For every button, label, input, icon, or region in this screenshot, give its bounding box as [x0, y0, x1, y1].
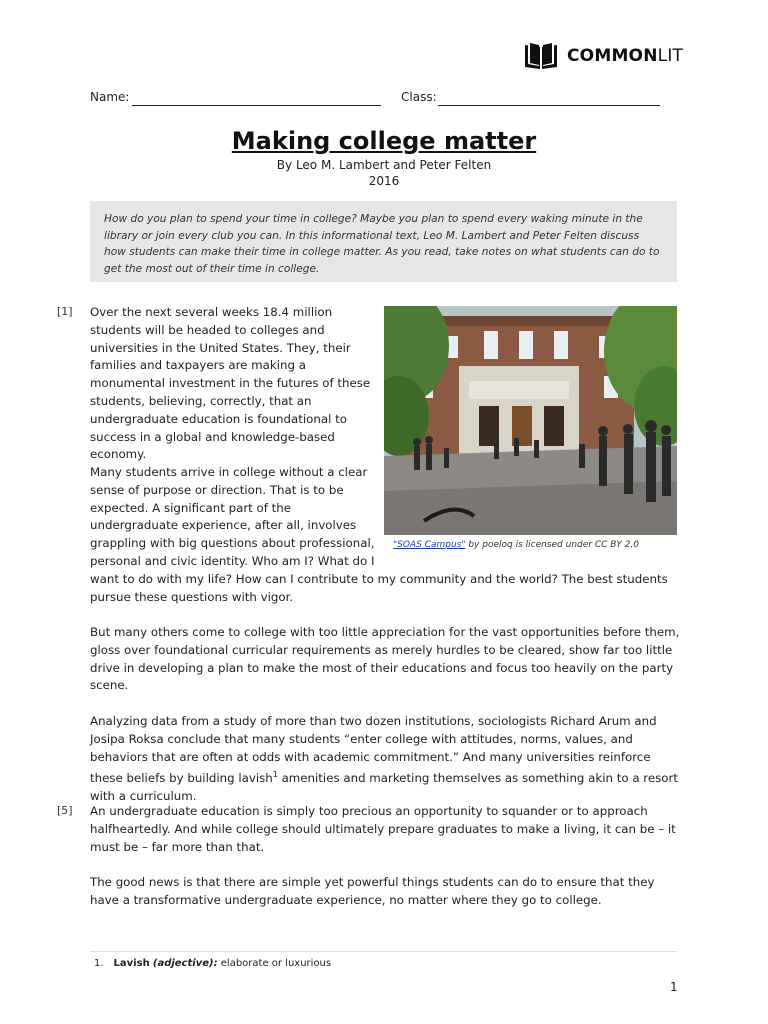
name-class-row — [90, 90, 670, 108]
footnote-definition: elaborate or luxurious — [217, 958, 332, 969]
paragraph-1: Over the next several weeks 18.4 million students will be headed to colleges and universities in the United States. They, their families and taxpayers are making a monumental investment in the futures of these students, believing, correctly, that an undergraduate education is foundational to success in a global and knowledge-based economy. — [90, 305, 371, 462]
paragraph-marker-5: [5] — [57, 804, 73, 817]
footnote-1 — [94, 958, 331, 969]
publication-year: 2016 — [368, 174, 400, 188]
document-title: Making college matter — [231, 127, 537, 155]
paragraph-2-text: Many students arrive in college without a clear sense of purpose or direction. That is to be expected. A significant part of the undergraduate experience, after all, involves grappling with big questions about professional, personal and civic identity. Who am I? What do I want to do with my life? How can I contribute to my community and the world? The best students pursue these questions with vigor. — [90, 465, 668, 604]
paragraph-marker-1: [1] — [57, 305, 73, 318]
footnote-divider — [90, 951, 677, 952]
paragraph-4-text-a: Analyzing data from a study of more than two dozen institutions, sociologists Richard Arum and Josipa Roksa conclude that many students “enter college with attitudes, norms, values, and behaviors that are often at odds with academic commitment.” And many universities reinforce these beliefs by building lavish — [90, 714, 657, 786]
image-float-spacer — [380, 464, 680, 560]
class-label: Class: — [401, 90, 437, 104]
brand-name-common: COMMON — [567, 46, 658, 66]
brand-name-lit: LIT — [657, 46, 684, 66]
paragraph-2 — [90, 464, 680, 606]
footnote-reference-1[interactable]: 1 — [272, 770, 278, 780]
brand-name — [567, 46, 683, 66]
paragraph-3: But many others come to college with too little appreciation for the vast opportunities before them, gloss over foundational curricular requirements as merely hurdles to be cleared, show far too little drive in developing a plan to make the most of their educations and focus too heavily on the party scene. — [90, 625, 680, 693]
footnote-part-of-speech: (adjective): — [152, 958, 218, 969]
photo-source-link[interactable]: "SOAS Campus" — [393, 540, 466, 550]
footnote-number: 1. — [94, 958, 104, 969]
paragraph-5: An undergraduate education is simply too precious an opportunity to squander or to approach halfheartedly. And while college should ultimately prepare graduates to make a living, it can be – it must be – far more than that. — [90, 804, 676, 854]
introduction-box: How do you plan to spend your time in college? Maybe you plan to spend every waking minute in the library or join every club you can. In this informational text, Leo M. Lambert and Peter Felten discuss how students can make their time in college matter. As you read, take notes on what students can do to get the most out of their time in college. — [90, 201, 677, 282]
name-label: Name: — [90, 90, 130, 104]
commonlit-logo — [523, 42, 683, 70]
class-field-line[interactable] — [438, 105, 660, 106]
author-line: By Leo M. Lambert and Peter Felten — [276, 158, 492, 172]
page-number: 1 — [670, 980, 678, 994]
footnote-term: Lavish — [113, 958, 150, 969]
photo-license-text: by poeloq is licensed under CC BY 2.0 — [465, 540, 639, 550]
paragraph-4 — [90, 713, 680, 806]
paragraph-6: The good news is that there are simple yet powerful things students can do to ensure that they have a transformative undergraduate experience, no matter where they go to college. — [90, 875, 655, 907]
paragraph-4-text-b: amenities and marketing themselves as something akin to a resort with a curriculum. — [90, 771, 678, 804]
name-field-line[interactable] — [132, 105, 381, 106]
open-book-icon — [523, 42, 559, 70]
byline-block — [0, 157, 768, 189]
